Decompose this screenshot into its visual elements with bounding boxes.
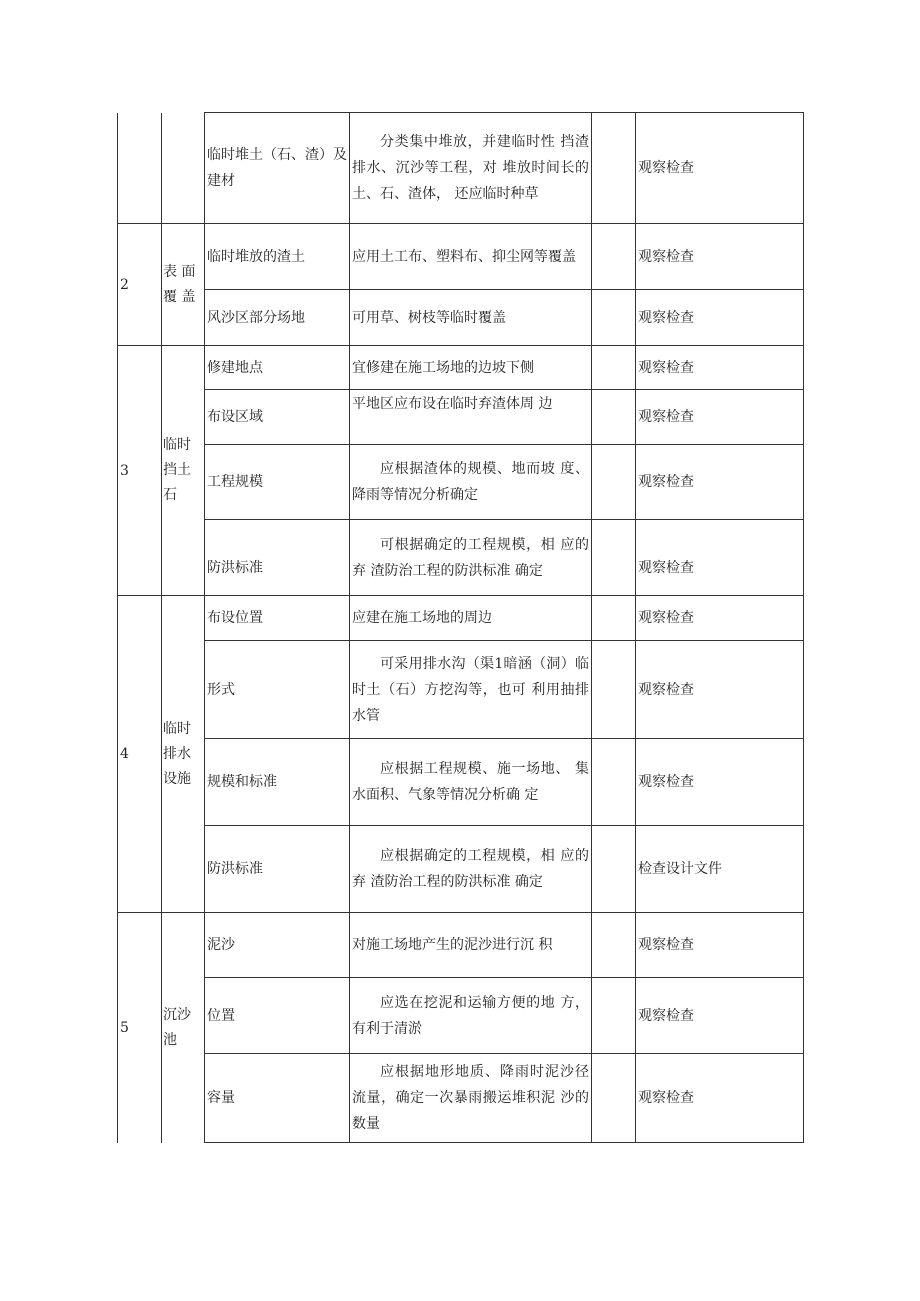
item-cell: 防洪标准	[205, 520, 350, 596]
blank-cell	[592, 1054, 636, 1143]
category-name: 临时挡土石	[162, 346, 205, 596]
item-cell: 布设区域	[205, 390, 350, 445]
blank-cell	[592, 445, 636, 520]
item-cell: 布设位置	[205, 596, 350, 641]
content-cell: 宜修建在施工场地的边坡下侧	[350, 346, 592, 390]
item-cell: 临时堆放的渣土	[205, 224, 350, 290]
item-cell: 工程规模	[205, 445, 350, 520]
table-row	[118, 113, 804, 224]
table-row	[118, 1054, 804, 1143]
method-cell: 观察检查	[636, 596, 804, 641]
content-cell: 应用土工布、塑料布、抑尘网等覆盖	[350, 224, 592, 290]
item-cell: 防洪标准	[205, 826, 350, 913]
method-cell: 观察检查	[636, 913, 804, 978]
blank-cell	[592, 826, 636, 913]
method-cell: 观察检查	[636, 520, 804, 596]
method-cell: 观察检查	[636, 1054, 804, 1143]
blank-cell	[592, 290, 636, 346]
content-cell: 对施工场地产生的泥沙进行沉 积	[350, 913, 592, 978]
method-cell: 观察检查	[636, 290, 804, 346]
blank-cell	[592, 739, 636, 826]
table-row	[118, 520, 804, 596]
content-cell: 可采用排水沟（渠1暗涵（洞）临时土（石）方挖沟等，也可 利用抽排水管	[350, 641, 592, 739]
blank-cell	[592, 390, 636, 445]
method-cell: 观察检查	[636, 390, 804, 445]
category-name: 沉沙池	[162, 913, 205, 1143]
content-cell: 平地区应布设在临时弃渣体周 边	[350, 390, 592, 445]
content-cell: 应根据地形地质、降雨时泥沙径流量，确定一次暴雨搬运堆积泥 沙的数量	[350, 1054, 592, 1143]
category-name: 临时排水设施	[162, 596, 205, 913]
table-row	[118, 596, 804, 641]
blank-cell	[592, 596, 636, 641]
item-cell: 修建地点	[205, 346, 350, 390]
blank-cell	[592, 520, 636, 596]
method-cell: 观察检查	[636, 224, 804, 290]
table-row	[118, 739, 804, 826]
method-cell: 观察检查	[636, 739, 804, 826]
inspection-table	[117, 112, 804, 1143]
blank-cell	[592, 346, 636, 390]
content-cell: 可用草、树枝等临时覆盖	[350, 290, 592, 346]
content-cell: 可根据确定的工程规模，相 应的弃 渣防治工程的防洪标准 确定	[350, 520, 592, 596]
blank-cell	[592, 913, 636, 978]
method-cell: 检查设计文件	[636, 826, 804, 913]
table-row	[118, 641, 804, 739]
table-row	[118, 224, 804, 290]
table-row	[118, 346, 804, 390]
item-cell: 风沙区部分场地	[205, 290, 350, 346]
item-cell: 规模和标准	[205, 739, 350, 826]
row-number: 2	[118, 224, 162, 346]
blank-cell	[592, 113, 636, 224]
method-cell: 观察检查	[636, 978, 804, 1054]
content-cell: 应建在施工场地的周边	[350, 596, 592, 641]
table-row	[118, 390, 804, 445]
item-cell: 位置	[205, 978, 350, 1054]
method-cell: 观察检查	[636, 113, 804, 224]
content-cell: 分类集中堆放，并建临时性 挡渣排水、沉沙等工程，对 堆放时间长的土、石、渣体， 还应临时种草	[350, 113, 592, 224]
content-cell: 应根据渣体的规模、地而坡 度、降雨等情况分析确定	[350, 445, 592, 520]
row-number: 4	[118, 596, 162, 913]
item-cell: 临时堆土（石、渣）及建材	[205, 113, 350, 224]
table-row	[118, 978, 804, 1054]
row-number: 5	[118, 913, 162, 1143]
table-row	[118, 826, 804, 913]
method-cell: 观察检查	[636, 445, 804, 520]
table-row	[118, 445, 804, 520]
content-cell: 应选在挖泥和运输方便的地 方，有利于清淤	[350, 978, 592, 1054]
blank-cell	[592, 641, 636, 739]
item-cell: 形式	[205, 641, 350, 739]
blank-cell	[592, 224, 636, 290]
row-number: 3	[118, 346, 162, 596]
method-cell: 观察检查	[636, 346, 804, 390]
row-number-cell	[118, 113, 162, 224]
category-cell	[162, 113, 205, 224]
item-cell: 泥沙	[205, 913, 350, 978]
item-cell: 容量	[205, 1054, 350, 1143]
table-row	[118, 290, 804, 346]
table-row	[118, 913, 804, 978]
method-cell: 观察检查	[636, 641, 804, 739]
content-cell: 应根据确定的工程规模，相 应的弃 渣防治工程的防洪标准 确定	[350, 826, 592, 913]
category-name: 表 面 覆 盖	[162, 224, 205, 346]
blank-cell	[592, 978, 636, 1054]
content-cell: 应根据工程规模、施一场地、 集水面积、气象等情况分析确 定	[350, 739, 592, 826]
